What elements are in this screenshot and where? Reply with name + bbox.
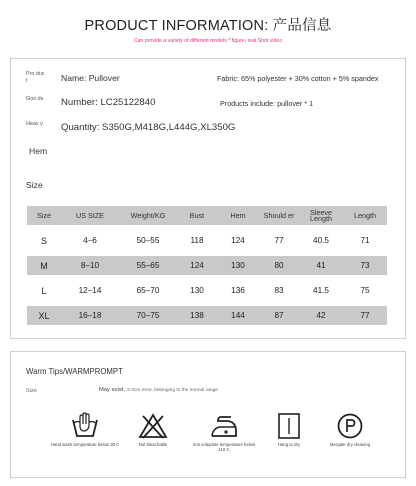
table-cell: 87 <box>259 306 299 325</box>
do-not-bleach-icon <box>138 412 168 440</box>
care-caption: Hang to dry <box>277 442 301 447</box>
care-item-no-bleach <box>118 412 188 447</box>
table-cell: 73 <box>343 256 387 275</box>
table-cell: 124 <box>231 236 245 245</box>
care-caption: Mergate dry cleaning <box>329 442 371 447</box>
size-label: Size <box>26 180 43 190</box>
table-cell: 4–6 <box>83 236 97 245</box>
iron-low-temperature-icon <box>209 412 239 440</box>
product-quantity: Quantity: S350G,M418G,L444G,XL350G <box>61 122 236 133</box>
col-weight: Weight/KG <box>119 206 177 225</box>
table-cell: 12–14 <box>78 286 102 295</box>
table-cell: 118 <box>190 236 204 245</box>
size-table-header <box>27 206 387 225</box>
warm-tips-heading: Warm Tips/WARMPROMPT <box>26 367 123 376</box>
table-cell: 83 <box>274 286 284 295</box>
table-cell: 42 <box>299 306 343 325</box>
table-cell: 70–75 <box>119 306 177 325</box>
size-note-text: 2-3cm error, belonging to the normal range <box>127 388 218 393</box>
care-caption: Not bleachable <box>138 442 168 447</box>
table-cell: 8–10 <box>61 256 119 275</box>
table-cell: 77 <box>343 306 387 325</box>
col-hem: Hem <box>217 206 259 225</box>
table-cell: 75 <box>360 286 370 295</box>
care-item-hand-wash <box>50 412 120 447</box>
care-caption: Hand wash temperature below 30 C <box>50 442 120 447</box>
col-size: Size <box>27 206 61 225</box>
table-cell: 77 <box>274 236 284 245</box>
product-includes: Products include: pullover * 1 <box>220 99 314 108</box>
product-label: Pro duct <box>26 71 45 84</box>
table-row <box>27 256 387 275</box>
table-cell: 71 <box>360 236 370 245</box>
size-note-may-exist: May exist, <box>99 387 126 393</box>
product-info-card <box>10 58 406 339</box>
table-cell: 124 <box>177 256 217 275</box>
size-table <box>27 200 387 331</box>
table-cell: XL <box>27 306 61 325</box>
table-cell: 55–65 <box>119 256 177 275</box>
warm-tips-card <box>10 351 406 478</box>
table-row <box>27 306 387 325</box>
hand-wash-icon <box>70 412 100 440</box>
dry-clean-p-icon <box>335 412 365 440</box>
table-cell: S <box>40 235 47 246</box>
table-row <box>27 231 387 250</box>
col-shoulder: Should er <box>259 206 299 225</box>
page-title: PRODUCT INFORMATION: 产品信息 <box>84 18 332 34</box>
table-cell: 144 <box>217 306 259 325</box>
col-length: Length <box>343 206 387 225</box>
care-item-dry-clean <box>315 412 385 447</box>
care-item-hang-dry <box>254 412 324 447</box>
table-row <box>27 281 387 300</box>
col-sleeve-length: Sleeve Length <box>299 206 343 225</box>
table-cell: 41.5 <box>313 286 329 295</box>
care-item-iron <box>189 412 259 452</box>
table-cell: 50–55 <box>136 236 160 245</box>
product-number: Number: LC25122840 <box>61 97 156 108</box>
goods-label: Goo ds <box>26 96 44 102</box>
hem-label: Hem <box>29 146 48 156</box>
col-us-size: US SIZE <box>61 206 119 225</box>
product-fabric: Fabric: 65% polyester + 30% cotton + 5% spandex <box>217 74 379 83</box>
table-cell: 40.5 <box>313 236 329 245</box>
table-cell: L <box>41 285 47 296</box>
product-name: Name: Pullover <box>61 73 120 83</box>
table-cell: 41 <box>299 256 343 275</box>
care-caption: Iron soleplate temperature below 110 C <box>192 442 256 452</box>
table-cell: 80 <box>259 256 299 275</box>
page-subtitle: Can provide a variety of different models * figure, real Shot video <box>133 38 283 44</box>
size-note-label: Size <box>26 388 37 394</box>
table-cell: 130 <box>190 286 204 295</box>
table-cell: 138 <box>177 306 217 325</box>
table-cell: M <box>27 256 61 275</box>
table-cell: 16–18 <box>61 306 119 325</box>
col-bust: Bust <box>177 206 217 225</box>
heavy-label: Heav y <box>26 121 43 127</box>
table-cell: 136 <box>231 286 245 295</box>
hang-to-dry-icon <box>274 412 304 440</box>
table-cell: 65–70 <box>136 286 160 295</box>
table-cell: 130 <box>217 256 259 275</box>
